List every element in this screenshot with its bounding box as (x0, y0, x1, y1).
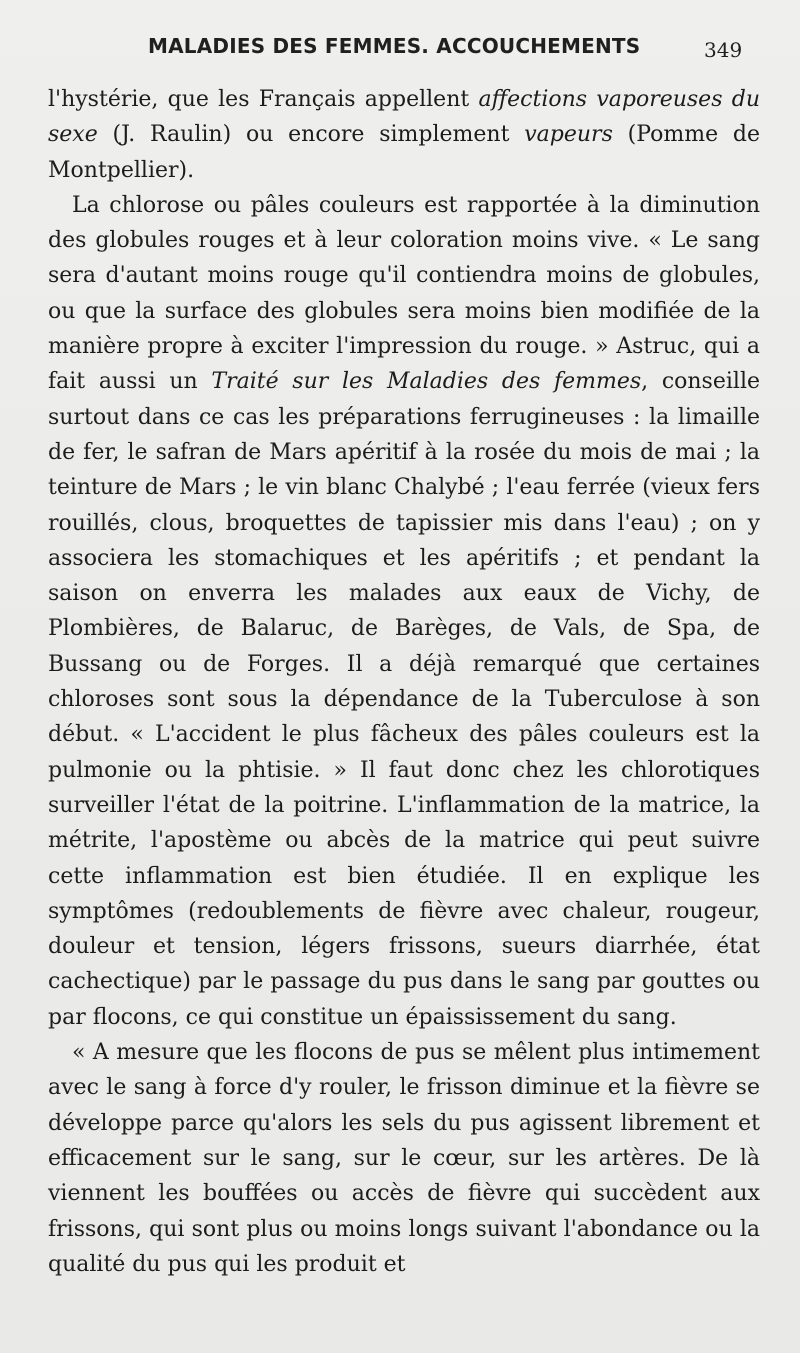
text-segment: l'hystérie, que les Français appellent (48, 87, 479, 112)
text-segment: « A mesure que les flocons de pus se mêlent plus intimement avec le sang à force d'y rouler, le frisson diminue et la fièvre se développe parce qu'alors les sels du pus agissent librement et efficacement sur le sang, sur le cœur, sur les artères. De là viennent les bouffées ou accès de fièvre qui succèdent aux frissons, qui sont plus ou moins longs suivant l'abondance ou la qualité du pus qui les produit et (48, 1040, 760, 1277)
italic-segment: vapeurs (524, 122, 613, 148)
paragraph-pus-quote (48, 1035, 760, 1282)
italic-segment: affections vaporeuses du sexe (48, 87, 760, 148)
running-title: MALADIES DES FEMMES. ACCOUCHEMENTS (148, 34, 641, 58)
body-text (48, 82, 760, 1282)
text-segment: (J. Raulin) ou encore simplement (97, 122, 525, 148)
running-header (0, 30, 800, 66)
page-number: 349 (704, 38, 743, 62)
text-segment: , conseille surtout dans ce cas les préparations ferrugineuses : la limaille de fer, le safran de Mars apéritif à la rosée du mois de mai ; la teinture de Mars ; le vin blanc Chalybé ; l'eau ferrée (vieux fers rouillés, clous, broquettes de tapissier mis dans l'eau) ; on y associera les stomachiques et les apéritifs ; et pendant la saison on enverra les malades aux eaux de Vichy, de Plombières, de Balaruc, de Barèges, de Vals, de Spa, de Bussang ou de Forges. Il a déjà remarqué que certaines chloroses sont sous la dépendance de la Tuberculose à son début. « L'accident le plus fâcheux des pâles couleurs est la pulmonie ou la phtisie. » Il faut donc chez les chlorotiques surveiller l'état de la poitrine. L'inflammation de la matrice, la métrite, l'apostème ou abcès de la matrice qui peut suivre cette inflammation est bien étudiée. Il en explique les symptômes (redoublements de fièvre avec chaleur, rougeur, douleur et tension, légers frissons, sueurs diarrhée, état cachectique) par le passage du pus dans le sang par gouttes ou par flocons, ce qui constitue un épaississement du sang. (48, 369, 760, 1030)
paragraph-hysteria (48, 82, 760, 188)
text-segment: (Pomme de Montpellier). (48, 122, 761, 183)
paragraph-chlorosis (48, 188, 760, 1035)
italic-segment: Traité sur les Maladies des femmes (211, 369, 642, 395)
text-segment: La chlorose ou pâles couleurs est rapportée à la diminution des globules rouges et à leur coloration moins vive. « Le sang sera d'autant moins rouge qu'il contiendra moins de globules, ou que la surface des globules sera moins bien modifiée de la manière propre à exciter l'impression du rouge. » Astruc, qui a fait aussi un (48, 192, 760, 395)
